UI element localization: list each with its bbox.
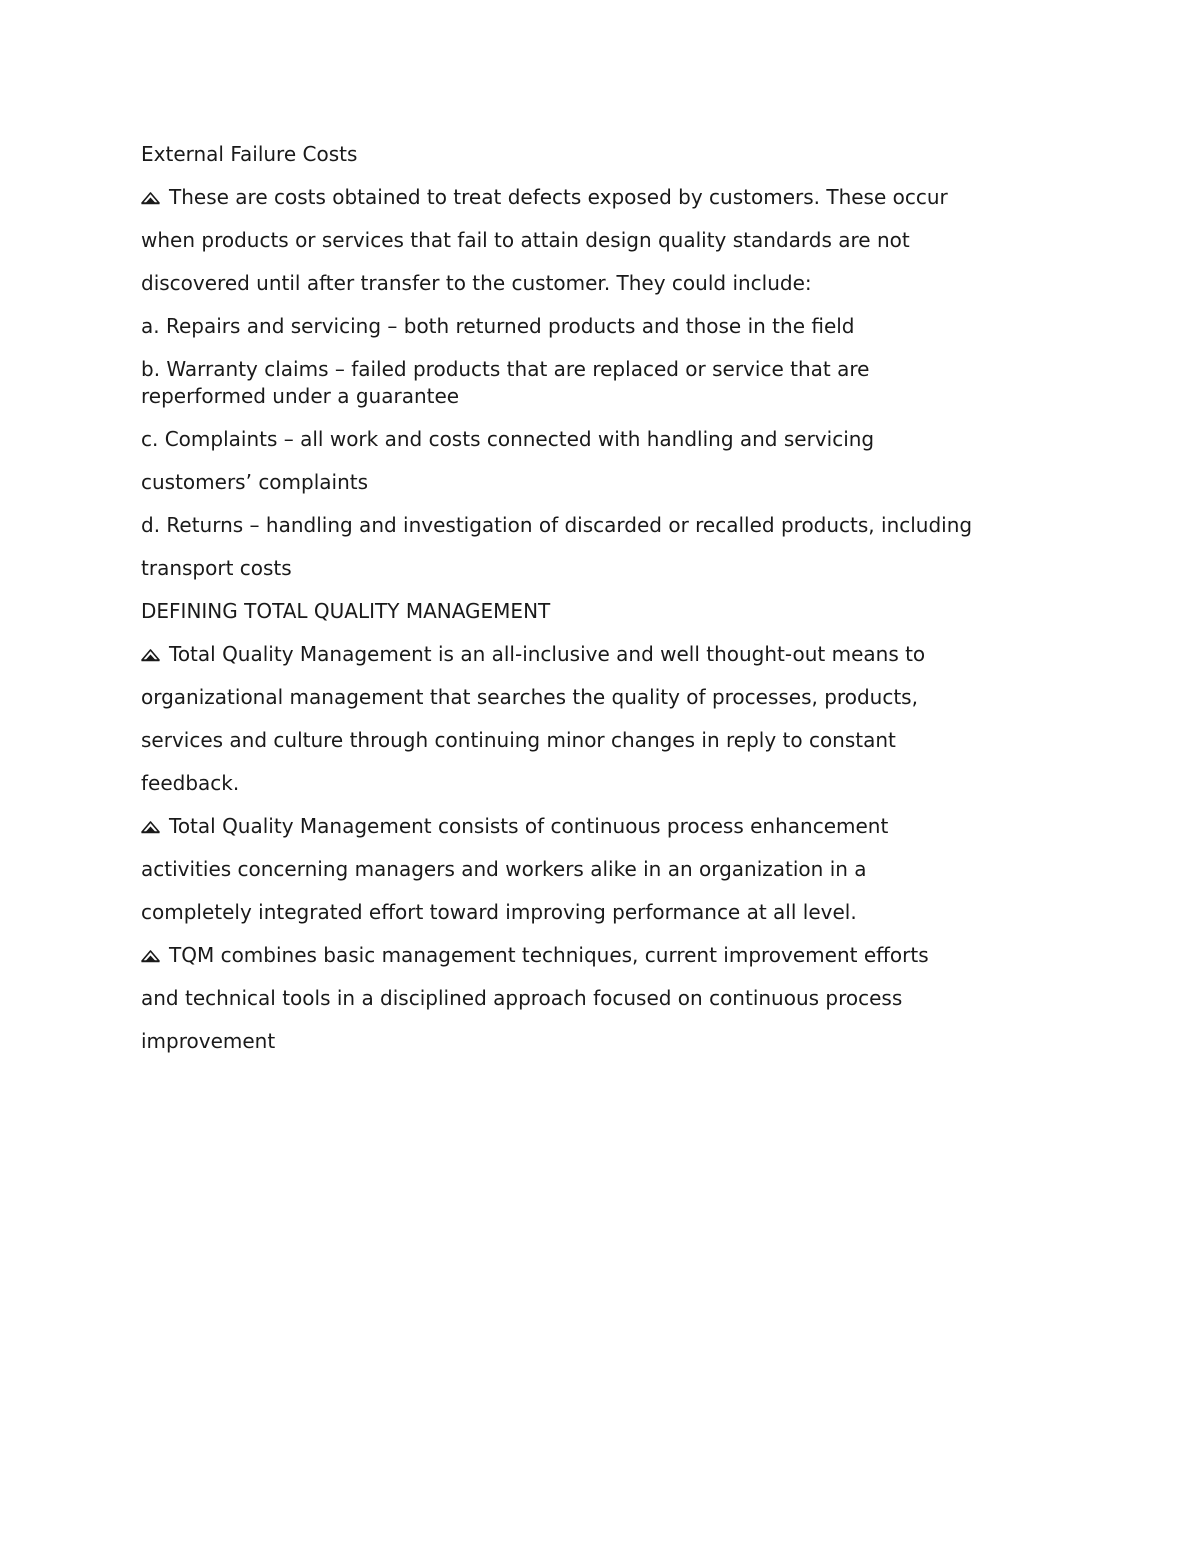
section-heading-defining-tqm: DEFINING TOTAL QUALITY MANAGEMENT — [141, 599, 551, 623]
list-item-a: a. Repairs and servicing – both returned products and those in the field — [141, 314, 855, 338]
list-item-b: b. Warranty claims – failed products that are replaced or service that are — [141, 357, 870, 381]
bullet-paragraph-text: These are costs obtained to treat defects exposed by customers. These occur — [169, 185, 948, 209]
list-item-d: d. Returns – handling and investigation of discarded or recalled products, including — [141, 513, 973, 537]
bullet-paragraph-line: completely integrated effort toward improving performance at all level. — [141, 900, 857, 924]
bullet-paragraph-line: and technical tools in a disciplined approach focused on continuous process — [141, 986, 903, 1010]
bullet-paragraph-text: TQM combines basic management techniques, current improvement efforts — [169, 943, 929, 967]
bullet-paragraph-line: improvement — [141, 1029, 276, 1053]
list-item-b-continued: reperformed under a guarantee — [141, 384, 460, 408]
bullet-paragraph-line — [141, 182, 1061, 225]
mountain-bullet-icon — [141, 820, 160, 834]
bullet-paragraph-line — [141, 940, 1061, 983]
section-heading-external-failure-costs: External Failure Costs — [141, 142, 358, 166]
document-body — [141, 139, 1061, 1069]
bullet-paragraph-line — [141, 639, 1061, 682]
list-item-c-continued: customers’ complaints — [141, 470, 369, 494]
bullet-paragraph-text: Total Quality Management is an all-inclusive and well thought-out means to — [169, 642, 926, 666]
list-item-c: c. Complaints – all work and costs connected with handling and servicing — [141, 427, 875, 451]
mountain-bullet-icon — [141, 191, 160, 205]
mountain-bullet-icon — [141, 648, 160, 662]
mountain-bullet-icon — [141, 949, 160, 963]
bullet-paragraph-line: feedback. — [141, 771, 240, 795]
bullet-paragraph-line: organizational management that searches the quality of processes, products, — [141, 685, 918, 709]
bullet-paragraph-text: Total Quality Management consists of continuous process enhancement — [169, 814, 889, 838]
bullet-paragraph-line — [141, 811, 1061, 854]
list-item-d-continued: transport costs — [141, 556, 292, 580]
bullet-paragraph-line: discovered until after transfer to the customer. They could include: — [141, 271, 812, 295]
bullet-paragraph-line: when products or services that fail to attain design quality standards are not — [141, 228, 910, 252]
bullet-paragraph-line: activities concerning managers and workers alike in an organization in a — [141, 857, 867, 881]
bullet-paragraph-line: services and culture through continuing minor changes in reply to constant — [141, 728, 896, 752]
